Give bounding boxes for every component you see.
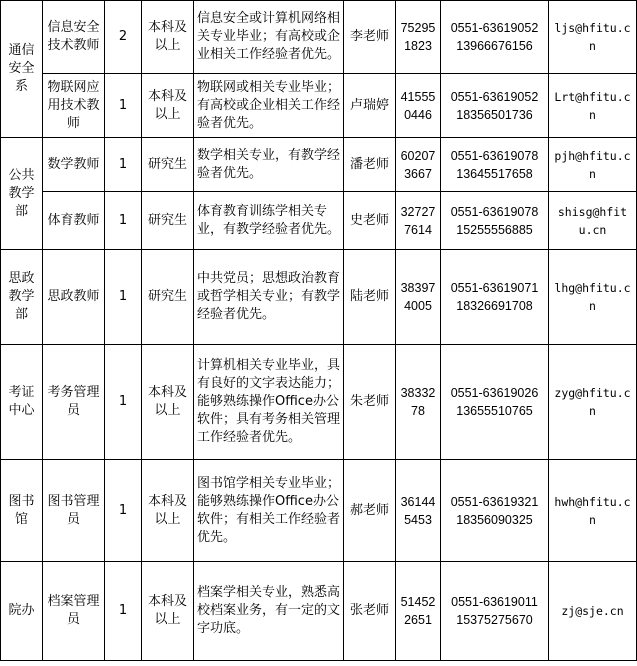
education-cell: 研究生 — [142, 250, 194, 345]
dept-cell: 图书馆 — [1, 460, 43, 562]
contact-cell: 张老师 — [344, 562, 396, 661]
position-cell: 思政教师 — [43, 250, 105, 345]
education-cell: 研究生 — [142, 138, 194, 192]
requirement-cell: 计算机相关专业毕业，具有良好的文字表达能力；能够熟练操作Office办公软件；具有考务相关管理工作经验者优先。 — [194, 345, 344, 460]
email-cell: pjh@hfitu.cn — [549, 138, 637, 192]
email-cell: ljs@hfitu.cn — [549, 1, 637, 74]
table-row — [1, 192, 637, 250]
qq-cell: 3833278 — [396, 345, 441, 460]
mobile-phone: 13966676156 — [456, 39, 533, 53]
email-cell: zyg@hfitu.cn — [549, 345, 637, 460]
email-cell: shisg@hfitu.cn — [549, 192, 637, 250]
mobile-phone: 13645517658 — [456, 166, 533, 181]
requirement-cell: 物联网或相关专业毕业；有高校或企业相关工作经验者优先。 — [194, 74, 344, 138]
count-cell: 1 — [105, 192, 142, 250]
education-cell: 研究生 — [142, 192, 194, 250]
phone-cell — [441, 74, 549, 138]
email-cell: lhg@hfitu.cn — [549, 250, 637, 345]
dept-cell: 思政教学部 — [1, 250, 43, 345]
count-cell: 1 — [105, 250, 142, 345]
email-cell: zj@sje.cn — [549, 562, 637, 661]
contact-cell: 史老师 — [344, 192, 396, 250]
table-row — [1, 562, 637, 661]
education-cell: 本科及以上 — [142, 460, 194, 562]
email-cell: Lrt@hfitu.cn — [549, 74, 637, 138]
position-cell: 物联网应用技术教师 — [43, 74, 105, 138]
table-row — [1, 1, 637, 74]
position-cell: 档案管理员 — [43, 562, 105, 661]
mobile-phone: 15255556885 — [456, 222, 533, 237]
qq-cell: 415550446 — [396, 74, 441, 138]
phone-cell — [441, 1, 549, 74]
qq-cell: 752951823 — [396, 1, 441, 74]
count-cell: 1 — [105, 138, 142, 192]
office-phone: 0551-63619078 — [450, 204, 539, 219]
phone-cell — [441, 250, 549, 345]
mobile-phone: 18326691708 — [456, 299, 533, 313]
requirement-cell: 体育教育训练学相关专业，有教学经验者优先。 — [194, 192, 344, 250]
contact-cell: 李老师 — [344, 1, 396, 74]
office-phone: 0551-63619011 — [451, 595, 538, 609]
office-phone: 0551-63619026 — [450, 386, 539, 400]
count-cell: 1 — [105, 345, 142, 460]
mobile-phone: 18356090325 — [456, 512, 533, 527]
contact-cell: 郝老师 — [344, 460, 396, 562]
requirement-cell: 档案学相关专业，熟悉高校档案业务，有一定的文字功底。 — [194, 562, 344, 661]
mobile-phone: 13655510765 — [456, 404, 533, 418]
office-phone: 0551-63619078 — [450, 148, 539, 163]
office-phone: 0551-63619071 — [450, 281, 539, 295]
phone-cell — [441, 562, 549, 661]
office-phone: 0551-63619321 — [450, 494, 539, 509]
qq-cell: 514522651 — [396, 562, 441, 661]
requirement-cell: 数学相关专业，有教学经验者优先。 — [194, 138, 344, 192]
dept-cell: 公共教学部 — [1, 138, 43, 250]
qq-cell: 361445453 — [396, 460, 441, 562]
table-row — [1, 74, 637, 138]
table-row — [1, 138, 637, 192]
education-cell: 本科及以上 — [142, 345, 194, 460]
requirement-cell: 信息安全或计算机网络相关专业毕业；有高校或企业相关工作经验者优先。 — [194, 1, 344, 74]
education-cell: 本科及以上 — [142, 1, 194, 74]
contact-cell: 潘老师 — [344, 138, 396, 192]
count-cell: 2 — [105, 1, 142, 74]
position-cell: 信息安全技术教师 — [43, 1, 105, 74]
qq-cell: 327277614 — [396, 192, 441, 250]
dept-cell: 院办 — [1, 562, 43, 661]
phone-cell — [441, 460, 549, 562]
dept-cell: 考证中心 — [1, 345, 43, 460]
qq-cell: 383974005 — [396, 250, 441, 345]
mobile-phone: 15375275670 — [456, 613, 533, 627]
contact-cell: 朱老师 — [344, 345, 396, 460]
count-cell: 1 — [105, 74, 142, 138]
count-cell: 1 — [105, 562, 142, 661]
position-cell: 体育教师 — [43, 192, 105, 250]
contact-cell: 卢瑞婷 — [344, 74, 396, 138]
requirement-cell: 图书馆学相关专业毕业；能够熟练操作Office办公软件；有相关工作经验者优先。 — [194, 460, 344, 562]
table-row — [1, 460, 637, 562]
requirement-cell: 中共党员；思想政治教育或哲学相关专业；有教学经验者优先。 — [194, 250, 344, 345]
phone-cell — [441, 192, 549, 250]
education-cell: 本科及以上 — [142, 74, 194, 138]
education-cell: 本科及以上 — [142, 562, 194, 661]
mobile-phone: 18356501736 — [456, 107, 533, 122]
qq-cell: 602073667 — [396, 138, 441, 192]
dept-cell: 通信安全系 — [1, 1, 43, 138]
position-cell: 考务管理员 — [43, 345, 105, 460]
office-phone: 0551-63619052 — [450, 21, 539, 35]
contact-cell: 陆老师 — [344, 250, 396, 345]
position-cell: 数学教师 — [43, 138, 105, 192]
phone-cell — [441, 345, 549, 460]
phone-cell — [441, 138, 549, 192]
position-cell: 图书管理员 — [43, 460, 105, 562]
email-cell: hwh@hfitu.cn — [549, 460, 637, 562]
office-phone: 0551-63619052 — [450, 89, 539, 104]
count-cell: 1 — [105, 460, 142, 562]
table-row — [1, 250, 637, 345]
table-row — [1, 345, 637, 460]
